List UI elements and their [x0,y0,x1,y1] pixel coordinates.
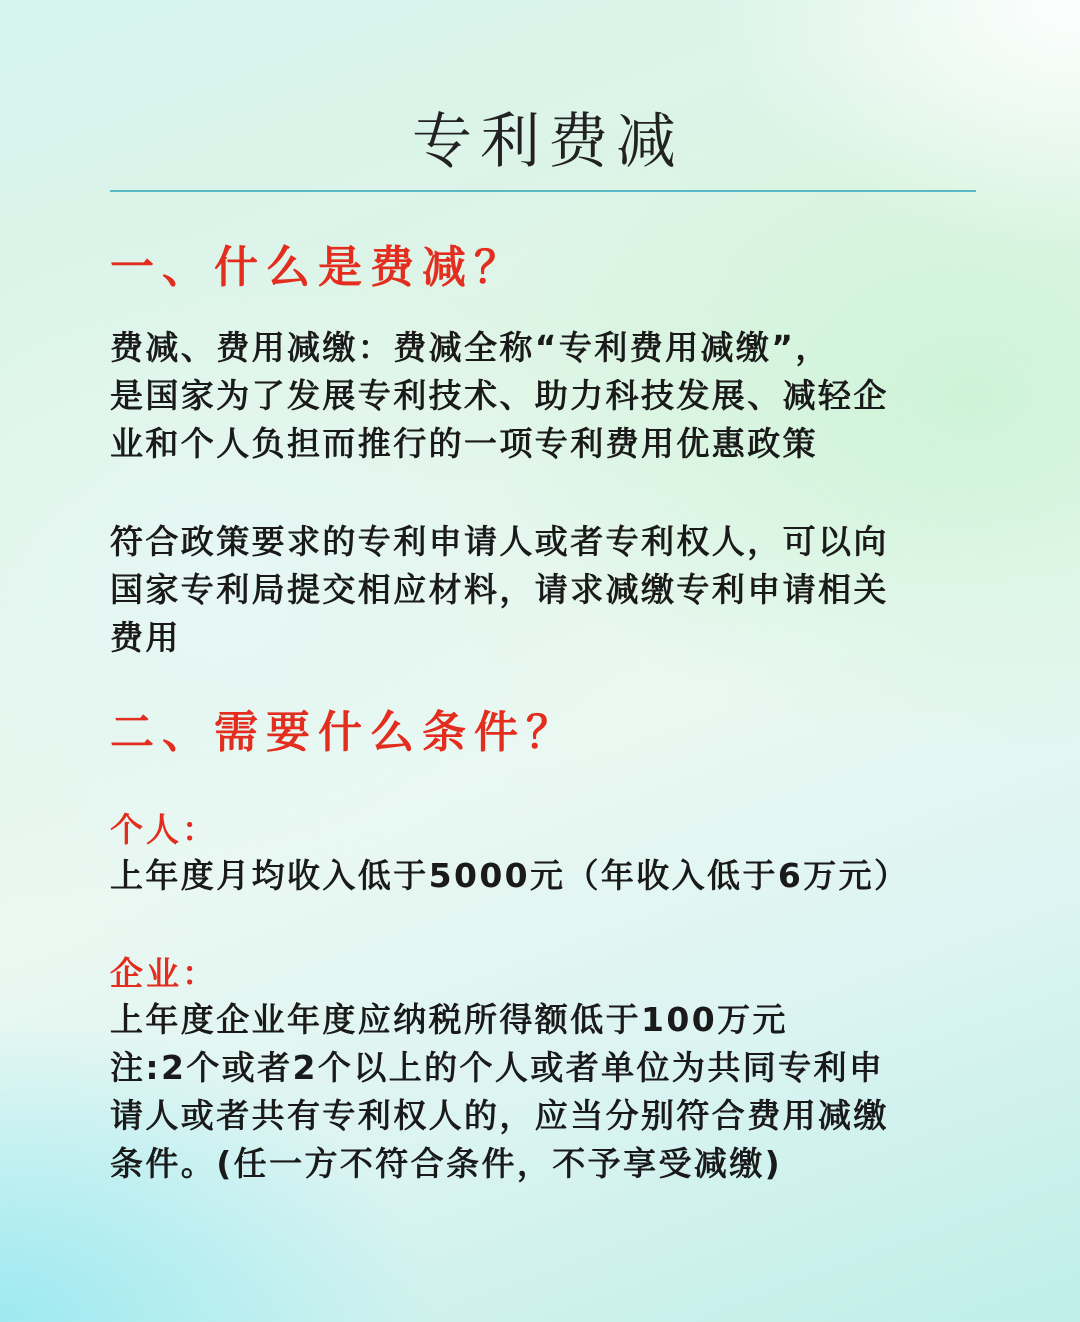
section-2-heading: 二、需要什么条件？ [110,707,578,758]
paragraph-line: 请人或者共有专利权人的，应当分别符合费用减缴 [110,1096,889,1135]
paragraph-line: 上年度月均收入低于5000元（年收入低于6万元） [110,856,910,895]
page-title: 专利费减 [412,107,684,177]
enterprise-conditions [110,996,980,1188]
section-1-paragraph-1 [110,324,980,468]
individual-conditions [110,852,980,900]
individual-label: 个人： [110,810,218,849]
paragraph-line: 费减、费用减缴：费减全称“专利费用减缴”， [110,328,831,367]
paragraph-line: 是国家为了发展专利技术、助力科技发展、减轻企 [110,376,889,415]
paragraph-line: 上年度企业年度应纳税所得额低于100万元 [110,1000,788,1039]
paragraph-line: 注:2个或者2个以上的个人或者单位为共同专利申 [110,1048,885,1087]
paragraph-line: 国家专利局提交相应材料，请求减缴专利申请相关 [110,570,889,609]
paragraph-line: 业和个人负担而推行的一项专利费用优惠政策 [110,424,818,463]
paragraph-line: 符合政策要求的专利申请人或者专利权人，可以向 [110,522,889,561]
paragraph-line: 条件。(任一方不符合条件，不予享受减缴) [110,1144,783,1183]
title-divider [110,190,976,192]
enterprise-label: 企业： [110,954,218,993]
paragraph-line: 费用 [110,618,181,657]
section-1-paragraph-2 [110,518,980,662]
section-1-heading: 一、什么是费减？ [110,242,526,293]
